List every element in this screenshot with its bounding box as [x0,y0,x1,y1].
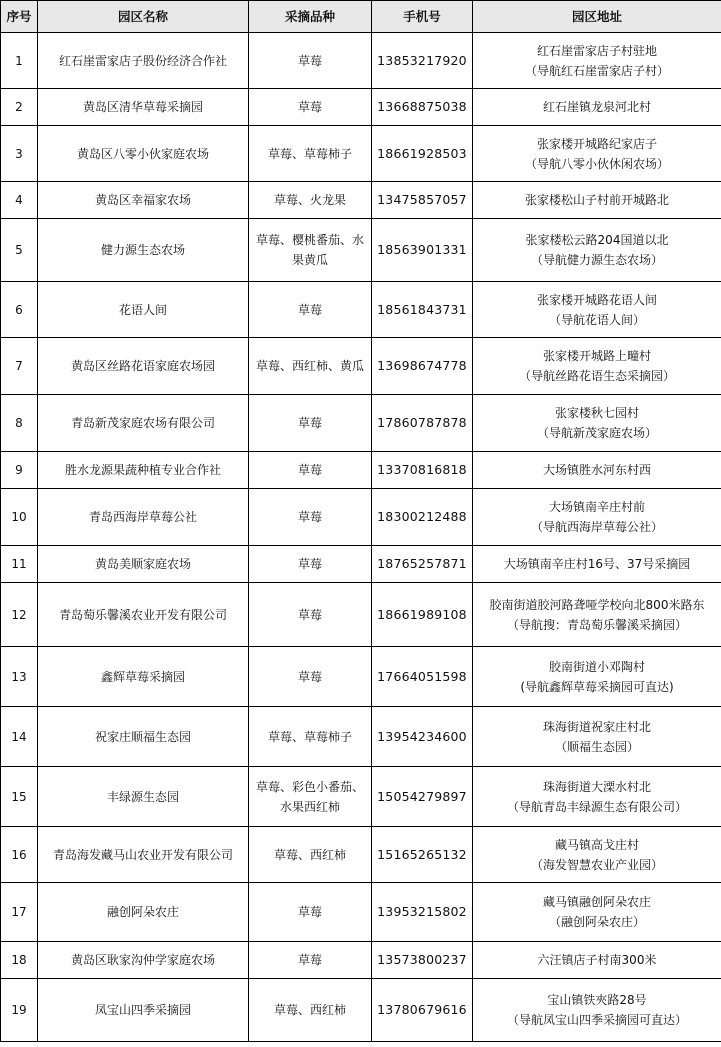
table-row [1,452,721,489]
cell-garden-name: 青岛萄乐馨溪农业开发有限公司 [38,583,249,647]
cell-garden-name: 凤宝山四季采摘园 [38,979,249,1042]
cell-garden-name: 胜水龙源果蔬种植专业合作社 [38,452,249,489]
cell-no: 16 [1,827,38,883]
cell-variety: 草莓 [249,452,372,489]
table-row [1,182,721,219]
cell-phone: 17664051598 [372,647,473,707]
address-line: 宝山镇铁夾路28号 [547,993,647,1007]
table-row [1,126,721,182]
cell-address [473,707,721,767]
cell-phone: 15054279897 [372,767,473,827]
cell-phone: 18300212488 [372,489,473,546]
cell-address [473,767,721,827]
table-row [1,338,721,395]
cell-variety: 草莓、樱桃番茄、水果黄瓜 [249,219,372,282]
table-row [1,827,721,883]
cell-phone: 18561843731 [372,282,473,338]
cell-no: 3 [1,126,38,182]
header-phone: 手机号 [372,1,473,33]
cell-garden-name: 黄岛美顺家庭农场 [38,546,249,583]
address-line: （融创阿朵农庄） [548,915,645,929]
cell-variety: 草莓 [249,33,372,89]
address-line: 大场镇胜水河东村西 [542,463,651,477]
header-variety: 采摘品种 [249,1,372,33]
address-line: （导航青岛丰绿源生态有限公司） [506,799,687,814]
cell-garden-name: 融创阿朵农庄 [38,883,249,942]
cell-address [473,489,721,546]
address-line: 胶南街道胶河路聋哑学校向北800米路东 [489,597,705,612]
cell-phone: 13573800237 [372,942,473,979]
cell-garden-name: 黄岛区幸福家农场 [38,182,249,219]
address-line: 张家楼开城路上疃村 [542,349,651,363]
cell-no: 7 [1,338,38,395]
address-line: 大场镇南辛庄村前 [548,500,645,514]
cell-phone: 18563901331 [372,219,473,282]
cell-no: 10 [1,489,38,546]
cell-variety: 草莓、火龙果 [249,182,372,219]
cell-garden-name: 丰绿源生态园 [38,767,249,827]
cell-garden-name: 青岛新茂家庭农场有限公司 [38,395,249,452]
cell-variety: 草莓 [249,647,372,707]
table-row [1,583,721,647]
cell-no: 14 [1,707,38,767]
cell-garden-name: 黄岛区清华草莓采摘园 [38,89,249,126]
cell-address [473,452,721,489]
cell-garden-name: 黄岛区八零小伙家庭农场 [38,126,249,182]
cell-variety: 草莓 [249,546,372,583]
cell-garden-name: 黄岛区耿家沟仲学家庭农场 [38,942,249,979]
table-row [1,282,721,338]
cell-phone: 18661928503 [372,126,473,182]
address-line: （导航搜：青岛萄乐馨溪采摘园） [506,617,687,632]
cell-garden-name: 花语人间 [38,282,249,338]
cell-address [473,827,721,883]
address-line: （导航新茂家庭农场） [536,426,657,440]
cell-address [473,546,721,583]
cell-garden-name: 祝家庄顺福生态园 [38,707,249,767]
cell-address [473,219,721,282]
address-line: 红石崖镇龙泉河北村 [542,100,651,114]
address-line: （导航西海岸草莓公社） [530,520,663,534]
address-line: （导航凤宝山四季采摘园可直达） [506,1013,687,1027]
cell-variety: 草莓、西红柿 [249,827,372,883]
table-row [1,979,721,1042]
cell-phone: 13853217920 [372,33,473,89]
cell-no: 1 [1,33,38,89]
table-header [1,1,721,33]
cell-phone: 13475857057 [372,182,473,219]
cell-garden-name: 青岛西海岸草莓公社 [38,489,249,546]
table-row [1,89,721,126]
table-row [1,546,721,583]
cell-address [473,883,721,942]
cell-address [473,942,721,979]
cell-garden-name: 红石崖雷家店子股份经济合作社 [38,33,249,89]
header-no: 序号 [1,1,38,33]
cell-variety: 草莓、草莓柿子 [249,707,372,767]
address-line: （导航花语人间） [548,312,645,327]
cell-phone: 15165265132 [372,827,473,883]
cell-phone: 18765257871 [372,546,473,583]
cell-phone: 13953215802 [372,883,473,942]
cell-phone: 13370816818 [372,452,473,489]
cell-garden-name: 黄岛区丝路花语家庭农场园 [38,338,249,395]
address-line: 张家楼开城路花语人间 [536,292,657,307]
table-row [1,942,721,979]
address-line: 胶南街道小邓陶村 [548,659,645,674]
address-line: （导航健力源生态农场） [530,253,663,267]
cell-address [473,647,721,707]
table-body [1,33,721,1042]
address-line: （导航红石崖雷家店子村） [524,63,669,78]
cell-variety: 草莓 [249,883,372,942]
table-row [1,767,721,827]
address-line: （顺福生态园） [554,739,639,754]
cell-address [473,89,721,126]
address-line: （导航丝路花语生态采摘园） [518,369,675,383]
address-line: 珠海街道大溧水村北 [542,779,651,794]
cell-no: 6 [1,282,38,338]
address-line: 张家楼松山子村前开城路北 [524,193,669,207]
cell-variety: 草莓、西红柿 [249,979,372,1042]
cell-phone: 13780679616 [372,979,473,1042]
header-address: 园区地址 [473,1,721,33]
cell-phone: 18661989108 [372,583,473,647]
cell-address [473,583,721,647]
address-line: 张家楼开城路纪家店子 [536,136,657,151]
cell-variety: 草莓、西红柿、黄瓜 [249,338,372,395]
address-line: 红石崖雷家店子村驻地 [536,43,657,58]
cell-no: 18 [1,942,38,979]
cell-no: 4 [1,182,38,219]
address-line: 张家楼秋七园村 [554,406,639,420]
cell-address [473,979,721,1042]
table-row [1,33,721,89]
cell-phone: 13668875038 [372,89,473,126]
table-row [1,219,721,282]
cell-phone: 13698674778 [372,338,473,395]
cell-garden-name: 鑫辉草莓采摘园 [38,647,249,707]
cell-no: 2 [1,89,38,126]
address-line: 珠海街道祝家庄村北 [542,719,651,734]
cell-no: 17 [1,883,38,942]
cell-variety: 草莓 [249,489,372,546]
address-line: 藏马镇高戈庄村 [554,837,639,852]
cell-address [473,282,721,338]
cell-garden-name: 健力源生态农场 [38,219,249,282]
cell-no: 19 [1,979,38,1042]
cell-phone: 13954234600 [372,707,473,767]
cell-address [473,395,721,452]
cell-garden-name: 青岛海发藏马山农业开发有限公司 [38,827,249,883]
cell-no: 8 [1,395,38,452]
cell-address [473,338,721,395]
cell-variety: 草莓 [249,583,372,647]
cell-no: 15 [1,767,38,827]
cell-variety: 草莓、草莓柿子 [249,126,372,182]
cell-variety: 草莓 [249,942,372,979]
cell-variety: 草莓 [249,395,372,452]
cell-address [473,33,721,89]
cell-variety: 草莓 [249,89,372,126]
table-row [1,489,721,546]
header-row [1,1,721,33]
address-line: 大场镇南辛庄村16号、37号采摘园 [503,557,691,571]
address-line: 张家楼松云路204国道以北 [525,233,669,247]
table-row [1,647,721,707]
table-row [1,883,721,942]
cell-no: 12 [1,583,38,647]
cell-phone: 17860787878 [372,395,473,452]
cell-variety: 草莓、彩色小番茄、水果西红柿 [249,767,372,827]
address-line: （海发智慧农业产业园） [530,857,663,872]
address-line: (导航鑫辉草莓采摘园可直达) [520,679,674,694]
cell-address [473,126,721,182]
header-garden-name: 园区名称 [38,1,249,33]
cell-address [473,182,721,219]
cell-no: 9 [1,452,38,489]
cell-no: 11 [1,546,38,583]
table-row [1,707,721,767]
table-row [1,395,721,452]
address-line: （导航八零小伙休闲农场） [524,156,669,171]
address-line: 藏马镇融创阿朵农庄 [542,895,651,909]
cell-no: 13 [1,647,38,707]
cell-variety: 草莓 [249,282,372,338]
address-line: 六汪镇店子村南300米 [537,953,657,967]
cell-no: 5 [1,219,38,282]
